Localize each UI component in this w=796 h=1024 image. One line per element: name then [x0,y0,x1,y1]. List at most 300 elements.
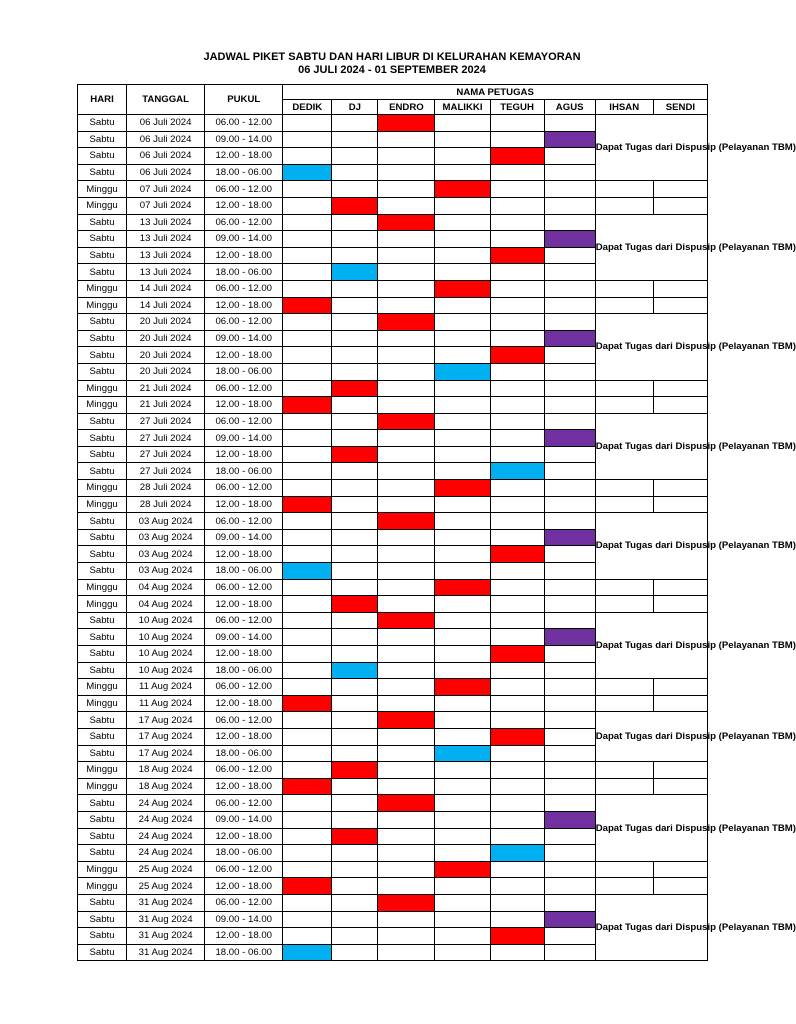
date-cell: 11 Aug 2024 [127,695,205,712]
empty-cell-malikki [435,314,490,331]
empty-cell-agus [544,496,595,513]
time-cell: 18.00 - 06.00 [205,845,283,862]
time-cell: 06.00 - 12.00 [205,894,283,911]
date-cell: 28 Juli 2024 [127,496,205,513]
day-cell: Sabtu [78,745,127,762]
shift-marker-dj-red [332,197,378,214]
empty-cell-endro [378,944,435,961]
empty-cell-endro [378,778,435,795]
empty-cell-teguh [490,131,544,148]
header-hari: HARI [78,85,127,115]
time-cell: 06.00 - 12.00 [205,513,283,530]
empty-cell-agus [544,795,595,812]
shift-marker-teguh-blue [490,463,544,480]
time-cell: 06.00 - 12.00 [205,314,283,331]
shift-marker-dj-red [332,380,378,397]
date-cell: 06 Juli 2024 [127,164,205,181]
empty-cell-agus [544,612,595,629]
date-cell: 03 Aug 2024 [127,546,205,563]
empty-cell-malikki [435,845,490,862]
empty-cell-endro [378,247,435,264]
shift-marker-teguh-red [490,728,544,745]
empty-cell-teguh [490,197,544,214]
date-cell: 04 Aug 2024 [127,596,205,613]
empty-cell-dj [332,529,378,546]
empty-cell-teguh [490,363,544,380]
shift-marker-malikki-red [435,679,490,696]
date-cell: 10 Aug 2024 [127,646,205,663]
empty-cell-dedik [283,828,332,845]
empty-cell-ihsan [595,778,653,795]
empty-cell-dj [332,214,378,231]
time-cell: 18.00 - 06.00 [205,264,283,281]
empty-cell-dj [332,646,378,663]
day-cell: Minggu [78,878,127,895]
day-cell: Sabtu [78,314,127,331]
empty-cell-endro [378,363,435,380]
day-cell: Sabtu [78,330,127,347]
shift-marker-malikki-red [435,579,490,596]
empty-cell-malikki [435,131,490,148]
empty-cell-dedik [283,214,332,231]
empty-cell-dj [332,811,378,828]
time-cell: 09.00 - 14.00 [205,529,283,546]
empty-cell-sendi [653,579,707,596]
empty-cell-teguh [490,894,544,911]
empty-cell-malikki [435,430,490,447]
empty-cell-dj [332,579,378,596]
time-cell: 06.00 - 12.00 [205,181,283,198]
empty-cell-malikki [435,695,490,712]
empty-cell-teguh [490,612,544,629]
empty-cell-endro [378,745,435,762]
empty-cell-endro [378,679,435,696]
shift-marker-malikki-red [435,861,490,878]
empty-cell-endro [378,397,435,414]
empty-cell-teguh [490,397,544,414]
empty-cell-dedik [283,115,332,132]
day-cell: Minggu [78,181,127,198]
empty-cell-agus [544,463,595,480]
empty-cell-teguh [490,828,544,845]
empty-cell-malikki [435,164,490,181]
empty-cell-dj [332,911,378,928]
empty-cell-malikki [435,563,490,580]
empty-cell-agus [544,214,595,231]
empty-cell-endro [378,728,435,745]
date-cell: 27 Juli 2024 [127,446,205,463]
empty-cell-dj [332,944,378,961]
empty-cell-dj [332,861,378,878]
empty-cell-malikki [435,446,490,463]
empty-cell-agus [544,828,595,845]
day-cell: Minggu [78,297,127,314]
time-cell: 18.00 - 06.00 [205,463,283,480]
empty-cell-malikki [435,712,490,729]
table-row [78,280,708,297]
date-cell: 10 Aug 2024 [127,662,205,679]
time-cell: 06.00 - 12.00 [205,795,283,812]
empty-cell-sendi [653,778,707,795]
date-cell: 20 Juli 2024 [127,363,205,380]
empty-cell-agus [544,728,595,745]
empty-cell-agus [544,148,595,165]
empty-cell-agus [544,280,595,297]
shift-marker-endro-red [378,115,435,132]
empty-cell-dj [332,845,378,862]
shift-marker-dedik-red [283,778,332,795]
day-cell: Sabtu [78,115,127,132]
day-cell: Sabtu [78,164,127,181]
empty-cell-agus [544,363,595,380]
empty-cell-teguh [490,181,544,198]
empty-cell-malikki [435,629,490,646]
time-cell: 09.00 - 14.00 [205,811,283,828]
empty-cell-ihsan [595,280,653,297]
shift-marker-endro-red [378,894,435,911]
time-cell: 18.00 - 06.00 [205,164,283,181]
date-cell: 06 Juli 2024 [127,131,205,148]
time-cell: 12.00 - 18.00 [205,778,283,795]
shift-marker-dedik-red [283,496,332,513]
dispusip-note: Dapat Tugas dari Dispusip (Pelayanan TBM) [595,314,707,380]
empty-cell-dedik [283,380,332,397]
shift-marker-endro-red [378,712,435,729]
empty-cell-endro [378,347,435,364]
empty-cell-dj [332,363,378,380]
date-cell: 31 Aug 2024 [127,894,205,911]
empty-cell-dedik [283,529,332,546]
date-cell: 31 Aug 2024 [127,928,205,945]
time-cell: 12.00 - 18.00 [205,646,283,663]
empty-cell-dedik [283,662,332,679]
dispusip-note: Dapat Tugas dari Dispusip (Pelayanan TBM) [595,712,707,762]
empty-cell-endro [378,330,435,347]
header-staff-ihsan: IHSAN [595,100,653,115]
empty-cell-agus [544,845,595,862]
shift-marker-agus-purple [544,529,595,546]
table-row [78,197,708,214]
empty-cell-agus [544,745,595,762]
header-staff-dj: DJ [332,100,378,115]
table-row [78,115,708,132]
empty-cell-agus [544,297,595,314]
day-cell: Sabtu [78,247,127,264]
empty-cell-dedik [283,679,332,696]
empty-cell-dj [332,728,378,745]
date-cell: 25 Aug 2024 [127,861,205,878]
empty-cell-teguh [490,778,544,795]
empty-cell-endro [378,264,435,281]
empty-cell-dj [332,563,378,580]
empty-cell-endro [378,529,435,546]
shift-marker-teguh-red [490,148,544,165]
empty-cell-agus [544,314,595,331]
empty-cell-malikki [435,330,490,347]
shift-marker-teguh-blue [490,845,544,862]
day-cell: Minggu [78,280,127,297]
empty-cell-teguh [490,944,544,961]
day-cell: Sabtu [78,413,127,430]
empty-cell-malikki [435,529,490,546]
time-cell: 18.00 - 06.00 [205,662,283,679]
shift-marker-endro-red [378,413,435,430]
empty-cell-malikki [435,762,490,779]
empty-cell-endro [378,197,435,214]
date-cell: 24 Aug 2024 [127,828,205,845]
day-cell: Minggu [78,695,127,712]
time-cell: 09.00 - 14.00 [205,131,283,148]
empty-cell-endro [378,480,435,497]
empty-cell-sendi [653,280,707,297]
date-cell: 17 Aug 2024 [127,745,205,762]
empty-cell-dj [332,397,378,414]
empty-cell-teguh [490,280,544,297]
empty-cell-ihsan [595,679,653,696]
time-cell: 18.00 - 06.00 [205,563,283,580]
empty-cell-dedik [283,612,332,629]
dispusip-note: Dapat Tugas dari Dispusip (Pelayanan TBM) [595,894,707,960]
empty-cell-malikki [435,413,490,430]
empty-cell-malikki [435,944,490,961]
empty-cell-sendi [653,762,707,779]
date-cell: 24 Aug 2024 [127,811,205,828]
day-cell: Sabtu [78,430,127,447]
empty-cell-endro [378,430,435,447]
empty-cell-agus [544,480,595,497]
table-row [78,496,708,513]
empty-cell-teguh [490,513,544,530]
time-cell: 12.00 - 18.00 [205,297,283,314]
date-cell: 03 Aug 2024 [127,529,205,546]
empty-cell-dedik [283,148,332,165]
empty-cell-agus [544,380,595,397]
empty-cell-agus [544,197,595,214]
day-cell: Minggu [78,778,127,795]
empty-cell-agus [544,397,595,414]
date-cell: 27 Juli 2024 [127,463,205,480]
empty-cell-dedik [283,231,332,248]
table-row [78,214,708,231]
empty-cell-agus [544,563,595,580]
empty-cell-dj [332,115,378,132]
empty-cell-dedik [283,363,332,380]
empty-cell-endro [378,546,435,563]
date-cell: 13 Juli 2024 [127,214,205,231]
shift-marker-teguh-red [490,247,544,264]
empty-cell-ihsan [595,397,653,414]
empty-cell-teguh [490,330,544,347]
table-row [78,397,708,414]
time-cell: 06.00 - 12.00 [205,612,283,629]
shift-marker-dedik-red [283,878,332,895]
empty-cell-ihsan [595,878,653,895]
empty-cell-endro [378,231,435,248]
header-staff-malikki: MALIKKI [435,100,490,115]
day-cell: Minggu [78,579,127,596]
date-cell: 20 Juli 2024 [127,330,205,347]
empty-cell-endro [378,911,435,928]
shift-marker-dj-red [332,446,378,463]
date-cell: 10 Aug 2024 [127,629,205,646]
shift-marker-agus-purple [544,911,595,928]
empty-cell-dj [332,347,378,364]
shift-marker-dedik-blue [283,563,332,580]
shift-marker-agus-purple [544,811,595,828]
day-cell: Sabtu [78,629,127,646]
date-cell: 27 Juli 2024 [127,413,205,430]
empty-cell-dj [332,629,378,646]
empty-cell-agus [544,861,595,878]
empty-cell-sendi [653,480,707,497]
empty-cell-endro [378,845,435,862]
dispusip-note: Dapat Tugas dari Dispusip (Pelayanan TBM) [595,413,707,479]
empty-cell-malikki [435,646,490,663]
empty-cell-teguh [490,480,544,497]
empty-cell-dedik [283,646,332,663]
shift-marker-agus-purple [544,629,595,646]
empty-cell-endro [378,463,435,480]
empty-cell-dj [332,612,378,629]
dispusip-note: Dapat Tugas dari Dispusip (Pelayanan TBM) [595,612,707,678]
table-row [78,712,708,729]
shift-marker-agus-purple [544,231,595,248]
empty-cell-teguh [490,264,544,281]
day-cell: Sabtu [78,795,127,812]
empty-cell-sendi [653,380,707,397]
empty-cell-sendi [653,878,707,895]
date-cell: 13 Juli 2024 [127,264,205,281]
empty-cell-dedik [283,347,332,364]
table-row [78,579,708,596]
day-cell: Sabtu [78,944,127,961]
empty-cell-malikki [435,928,490,945]
date-cell: 17 Aug 2024 [127,728,205,745]
dispusip-note: Dapat Tugas dari Dispusip (Pelayanan TBM) [595,115,707,181]
empty-cell-malikki [435,894,490,911]
day-cell: Sabtu [78,529,127,546]
empty-cell-endro [378,646,435,663]
empty-cell-agus [544,446,595,463]
empty-cell-endro [378,861,435,878]
time-cell: 12.00 - 18.00 [205,546,283,563]
header-staff-endro: ENDRO [378,100,435,115]
empty-cell-sendi [653,297,707,314]
empty-cell-dedik [283,330,332,347]
empty-cell-endro [378,148,435,165]
date-cell: 11 Aug 2024 [127,679,205,696]
day-cell: Sabtu [78,513,127,530]
empty-cell-sendi [653,181,707,198]
day-cell: Sabtu [78,131,127,148]
table-row [78,762,708,779]
table-row [78,795,708,812]
empty-cell-endro [378,762,435,779]
empty-cell-dj [332,280,378,297]
empty-cell-dj [332,463,378,480]
empty-cell-dj [332,297,378,314]
empty-cell-teguh [490,214,544,231]
empty-cell-dedik [283,928,332,945]
empty-cell-sendi [653,596,707,613]
shift-marker-dj-red [332,828,378,845]
empty-cell-dedik [283,413,332,430]
empty-cell-malikki [435,828,490,845]
empty-cell-dedik [283,745,332,762]
header-pukul: PUKUL [205,85,283,115]
empty-cell-dedik [283,264,332,281]
table-row [78,878,708,895]
day-cell: Sabtu [78,612,127,629]
dispusip-note: Dapat Tugas dari Dispusip (Pelayanan TBM) [595,513,707,579]
date-cell: 10 Aug 2024 [127,612,205,629]
time-cell: 09.00 - 14.00 [205,430,283,447]
empty-cell-endro [378,828,435,845]
empty-cell-malikki [435,148,490,165]
empty-cell-ihsan [595,380,653,397]
empty-cell-agus [544,762,595,779]
empty-cell-dj [332,164,378,181]
table-row [78,596,708,613]
date-cell: 13 Juli 2024 [127,247,205,264]
empty-cell-endro [378,446,435,463]
time-cell: 06.00 - 12.00 [205,480,283,497]
empty-cell-agus [544,778,595,795]
shift-marker-malikki-blue [435,745,490,762]
empty-cell-dj [332,496,378,513]
shift-marker-malikki-red [435,480,490,497]
empty-cell-malikki [435,247,490,264]
empty-cell-dedik [283,513,332,530]
day-cell: Sabtu [78,446,127,463]
empty-cell-dedik [283,728,332,745]
day-cell: Sabtu [78,811,127,828]
empty-cell-dj [332,745,378,762]
day-cell: Sabtu [78,646,127,663]
day-cell: Minggu [78,480,127,497]
day-cell: Sabtu [78,563,127,580]
day-cell: Minggu [78,380,127,397]
shift-marker-endro-red [378,612,435,629]
empty-cell-dedik [283,446,332,463]
empty-cell-teguh [490,762,544,779]
time-cell: 18.00 - 06.00 [205,363,283,380]
day-cell: Minggu [78,197,127,214]
day-cell: Sabtu [78,894,127,911]
time-cell: 12.00 - 18.00 [205,446,283,463]
empty-cell-dj [332,330,378,347]
empty-cell-dedik [283,811,332,828]
time-cell: 12.00 - 18.00 [205,397,283,414]
day-cell: Sabtu [78,363,127,380]
day-cell: Sabtu [78,463,127,480]
empty-cell-teguh [490,164,544,181]
shift-marker-dedik-red [283,397,332,414]
empty-cell-teguh [490,430,544,447]
day-cell: Sabtu [78,264,127,281]
empty-cell-agus [544,646,595,663]
day-cell: Minggu [78,762,127,779]
empty-cell-endro [378,280,435,297]
empty-cell-malikki [435,380,490,397]
shift-marker-dj-red [332,762,378,779]
empty-cell-dj [332,480,378,497]
header-staff-agus: AGUS [544,100,595,115]
empty-cell-agus [544,679,595,696]
shift-marker-agus-purple [544,430,595,447]
empty-cell-ihsan [595,181,653,198]
empty-cell-endro [378,131,435,148]
